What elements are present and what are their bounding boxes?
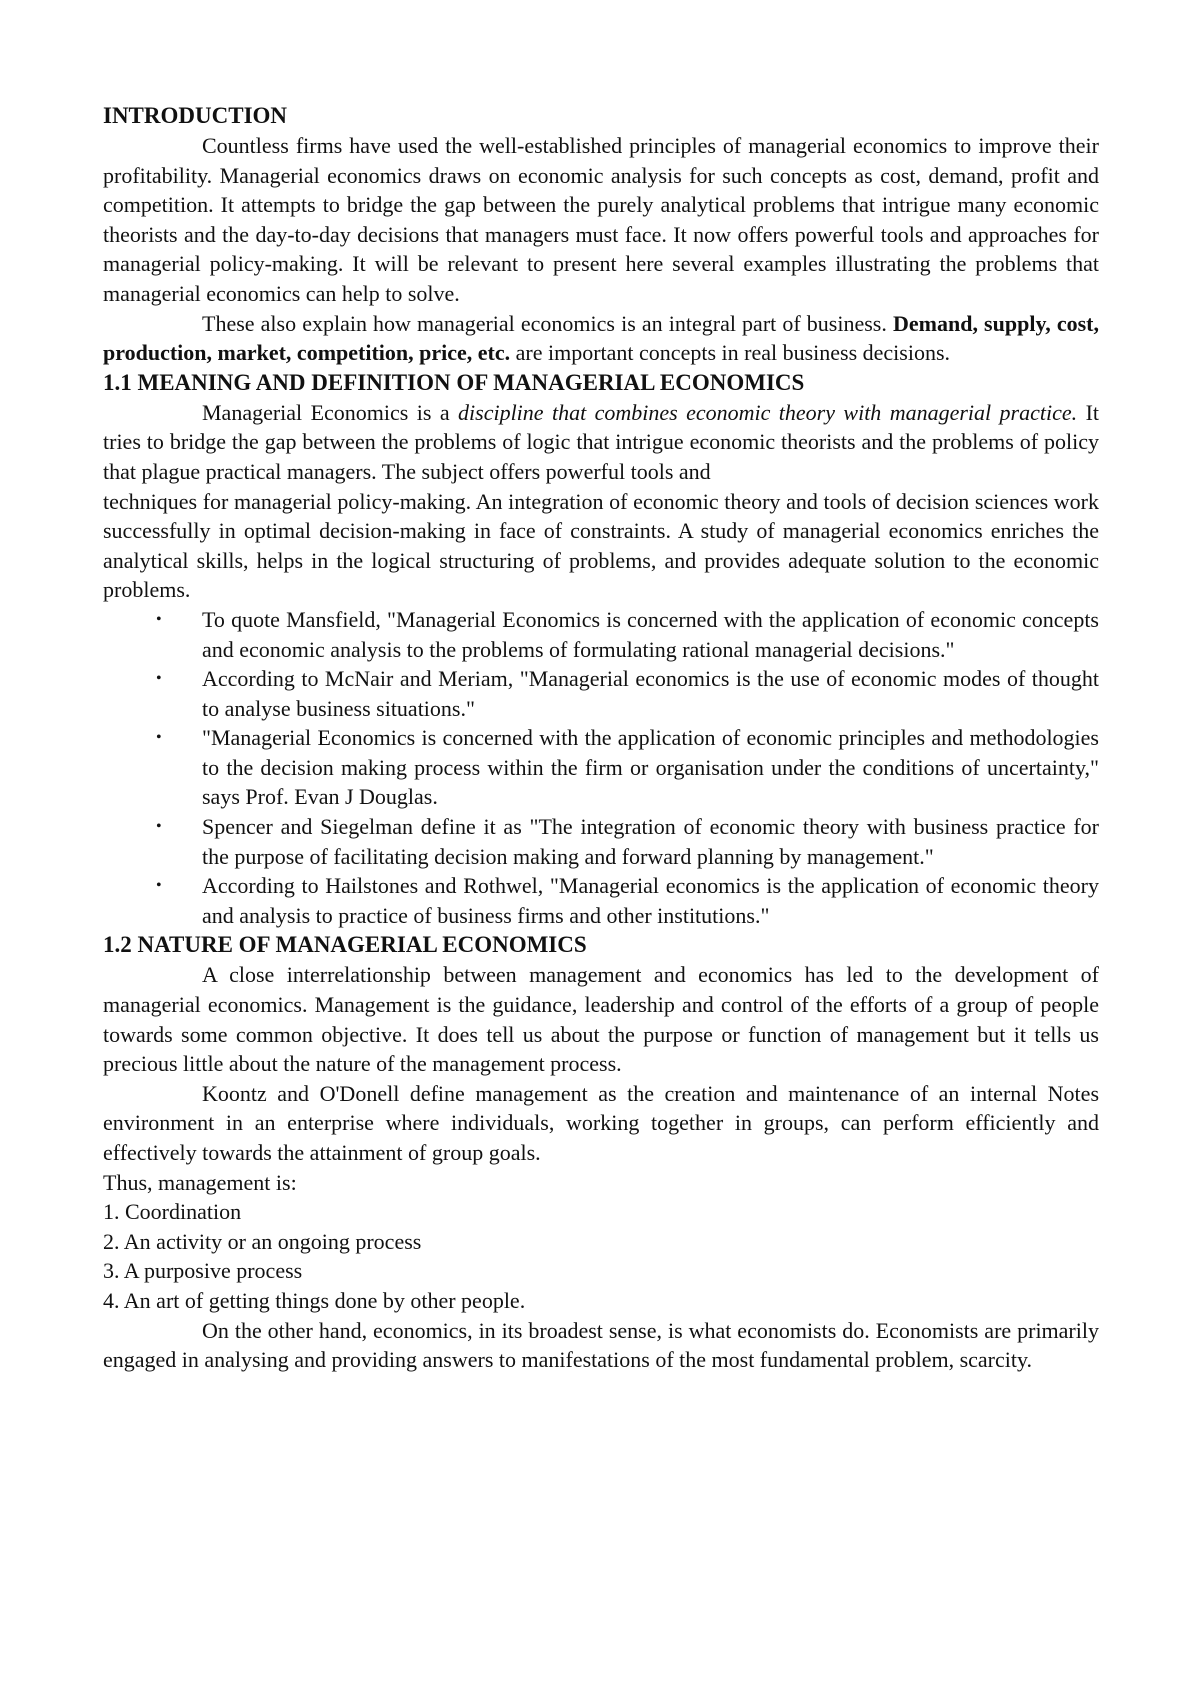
management-list-item: 2. An activity or an ongoing process [103, 1228, 422, 1254]
intro-paragraph-2-end: are important concepts in real business decisions. [515, 340, 951, 366]
definition-text: According to McNair and Meriam, "Managerial economics is the use of economic modes of thought to analyse business situations." [202, 666, 1099, 721]
section-2-paragraph-3: On the other hand, economics, in its broadest sense, is what economists do. Economists are primarily engaged in analysing and providing answers to manifestations of the most fundamental problem, scarcity. [103, 1317, 1099, 1373]
section-1-definition-italic: discipline that combines economic theory with managerial practice. [458, 399, 1078, 425]
section-1-paragraph-2: techniques for managerial policy-making. An integration of economic theory and tools of decision sciences work successfully in optimal decision-making in face of constraints. A study of managerial economics enriches the analytical skills, helps in the logical structuring of problems, and provides adequate solution to the economic problems. [103, 488, 1099, 603]
definition-item [103, 605, 1099, 664]
document-page [103, 101, 1099, 1375]
definition-item [103, 871, 1099, 930]
definition-item [103, 723, 1099, 812]
management-list-item: 3. A purposive process [103, 1258, 303, 1284]
bullet-icon: • [156, 610, 162, 628]
definition-text: To quote Mansfield, "Managerial Economics is concerned with the application of economic concepts and economic analysis to the problems of formulating rational managerial decisions." [202, 606, 1099, 662]
section-1-heading: 1.1 MEANING AND DEFINITION OF MANAGERIAL ECONOMICS [103, 369, 805, 395]
section-1-paragraph-1-end: It tries to bridge the gap between the problems of logic that intrigue economic theorists and the problems of policy that plague practical managers. The subject offers powerful tools and [103, 399, 1100, 484]
bullet-icon: • [156, 729, 162, 747]
intro-paragraph-2 [103, 309, 1099, 368]
intro-key-concepts: Demand, supply, cost, production, market, competition, price, etc. [103, 310, 1099, 366]
intro-paragraph-1: Countless firms have used the well-established principles of managerial economics to improve their profitability. Managerial economics draws on economic analysis for such concepts as cost, demand, profit and competition. It attempts to bridge the gap between the purely analytical problems that intrigue many economic theorists and the day-to-day decisions that managers must face. It now offers powerful tools and approaches for managerial policy-making. It will be relevant to present here several examples illustrating the problems that managerial economics can help to solve. [103, 133, 1099, 306]
bullet-icon: • [156, 670, 162, 688]
definition-text: "Managerial Economics is concerned with the application of economic principles and methodologies to the decision making process within the firm or organisation under the conditions of uncertainty," says Prof. Evan J Douglas. [202, 725, 1099, 810]
management-list-item: 1. Coordination [103, 1199, 242, 1225]
intro-paragraph-2-start: These also explain how managerial economics is an integral part of business. [202, 310, 887, 336]
section-2-heading: 1.2 NATURE OF MANAGERIAL ECONOMICS [103, 932, 587, 958]
definition-text: Spencer and Siegelman define it as "The integration of economic theory with business practice for the purpose of facilitating decision making and forward planning by management." [202, 814, 1099, 869]
definition-item [103, 812, 1099, 871]
definition-text: According to Hailstones and Rothwel, "Managerial economics is the application of economic theory and analysis to practice of business firms and other institutions." [202, 873, 1099, 928]
definitions-list [103, 605, 1099, 931]
section-1-paragraph-1 [103, 398, 1099, 487]
bullet-icon: • [156, 877, 162, 895]
definition-item [103, 664, 1099, 723]
bullet-icon: • [156, 818, 162, 836]
section-1-paragraph-1-start: Managerial Economics is a [202, 399, 450, 425]
management-list-item: 4. An art of getting things done by other people. [103, 1287, 526, 1313]
management-lead: Thus, management is: [103, 1169, 297, 1195]
intro-heading: INTRODUCTION [103, 103, 288, 128]
section-2-paragraph-1: A close interrelationship between management and economics has led to the development of managerial economics. Management is the guidance, leadership and control of the efforts of a group of people towards some common objective. It does tell us about the purpose or function of management but it tells us precious little about the nature of the management process. [103, 962, 1099, 1077]
section-2-paragraph-2: Koontz and O'Donell define management as the creation and maintenance of an internal Notes environment in an enterprise where individuals, working together in groups, can perform efficiently and effectively towards the attainment of group goals. [103, 1080, 1099, 1165]
